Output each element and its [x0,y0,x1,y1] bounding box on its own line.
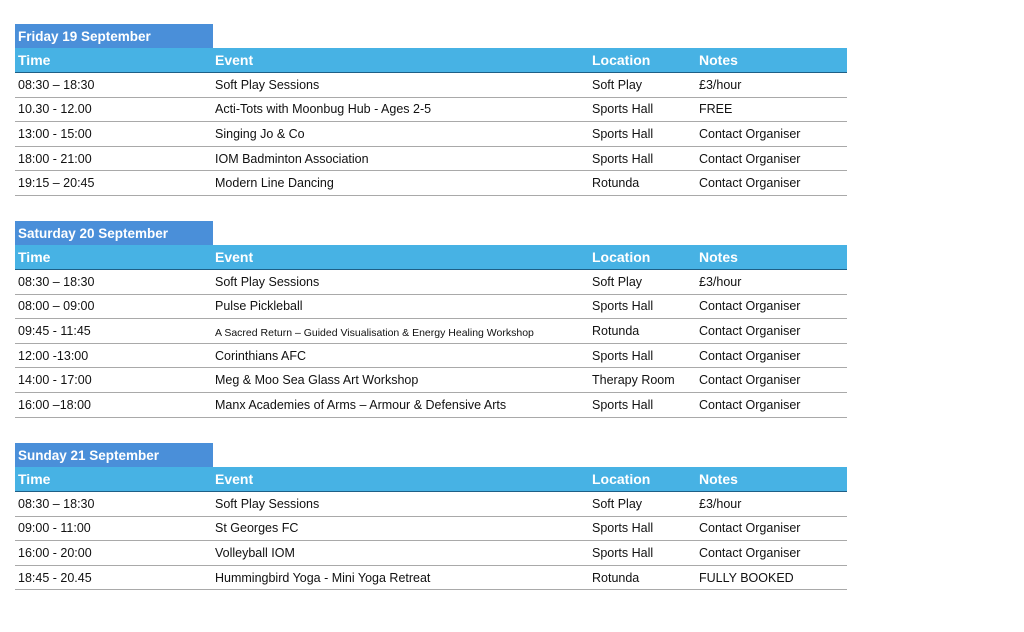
column-header-notes: Notes [699,471,738,487]
table-row [15,147,847,172]
cell-location: Sports Hall [592,299,654,314]
cell-notes: Contact Organiser [699,373,801,388]
cell-time: 08:30 – 18:30 [18,496,95,511]
table-row [15,171,847,196]
day-title: Sunday 21 September [15,443,213,467]
cell-location: Soft Play [592,496,643,511]
table-row [15,541,847,566]
cell-location: Therapy Room [592,373,675,388]
cell-time: 13:00 - 15:00 [18,126,92,141]
column-header-notes: Notes [699,52,738,68]
cell-event: Hummingbird Yoga - Mini Yoga Retreat [215,570,431,585]
table-row [15,73,847,98]
table-row [15,344,847,369]
cell-notes: £3/hour [699,274,742,289]
cell-event: Meg & Moo Sea Glass Art Workshop [215,373,419,388]
table-header [15,245,847,270]
cell-time: 14:00 - 17:00 [18,373,92,388]
table-row [15,368,847,393]
table-row [15,393,847,418]
cell-event: IOM Badminton Association [215,151,369,166]
cell-location: Rotunda [592,176,640,191]
column-header-time: Time [18,471,51,487]
cell-event: A Sacred Return – Guided Visualisation & Energy Healing Workshop [215,326,534,339]
cell-notes: Contact Organiser [699,397,801,412]
cell-time: 08:00 – 09:00 [18,299,95,314]
cell-time: 16:00 –18:00 [18,397,91,412]
cell-location: Soft Play [592,77,643,92]
cell-notes: FREE [699,102,733,117]
cell-time: 09:00 - 11:00 [18,521,91,536]
cell-location: Soft Play [592,274,643,289]
cell-time: 08:30 – 18:30 [18,77,95,92]
column-header-location: Location [592,471,651,487]
cell-notes: £3/hour [699,77,742,92]
cell-event: Volleyball IOM [215,545,295,560]
column-header-event: Event [215,249,254,265]
cell-event: Acti-Tots with Moonbug Hub - Ages 2-5 [215,102,432,117]
cell-notes: Contact Organiser [699,348,801,363]
cell-location: Sports Hall [592,545,654,560]
day-title: Friday 19 September [15,24,213,48]
cell-notes: Contact Organiser [699,126,801,141]
column-header-event: Event [215,471,254,487]
table-header [15,48,847,73]
cell-event: Singing Jo & Co [215,126,305,141]
cell-event: Manx Academies of Arms – Armour & Defensive Arts [215,397,507,412]
cell-time: 18:45 - 20.45 [18,570,92,585]
cell-time: 12:00 -13:00 [18,348,89,363]
cell-event: Modern Line Dancing [215,176,334,191]
day-section [15,24,847,196]
table-row [15,566,847,591]
table-row [15,270,847,295]
column-header-event: Event [215,52,254,68]
cell-time: 10.30 - 12.00 [18,102,92,117]
cell-location: Rotunda [592,323,640,338]
day-section [15,221,847,418]
cell-event: Soft Play Sessions [215,496,320,511]
column-header-time: Time [18,52,51,68]
cell-event: Soft Play Sessions [215,274,320,289]
table-row [15,492,847,517]
cell-location: Sports Hall [592,397,654,412]
cell-event: Corinthians AFC [215,348,307,363]
table-header [15,467,847,492]
cell-notes: Contact Organiser [699,521,801,536]
cell-notes: Contact Organiser [699,323,801,338]
cell-event: St Georges FC [215,521,299,536]
table-row [15,122,847,147]
column-header-notes: Notes [699,249,738,265]
cell-notes: Contact Organiser [699,545,801,560]
cell-location: Rotunda [592,570,640,585]
cell-time: 18:00 - 21:00 [18,151,92,166]
cell-notes: Contact Organiser [699,299,801,314]
table-row [15,98,847,123]
cell-location: Sports Hall [592,126,654,141]
cell-time: 09:45 - 11:45 [18,323,91,338]
table-row [15,295,847,320]
column-header-time: Time [18,249,51,265]
cell-notes: Contact Organiser [699,176,801,191]
cell-notes: Contact Organiser [699,151,801,166]
cell-time: 16:00 - 20:00 [18,545,92,560]
column-header-location: Location [592,249,651,265]
cell-location: Sports Hall [592,151,654,166]
table-row [15,517,847,542]
cell-event: Pulse Pickleball [215,299,303,314]
day-section [15,443,847,590]
column-header-location: Location [592,52,651,68]
cell-location: Sports Hall [592,521,654,536]
cell-time: 08:30 – 18:30 [18,274,95,289]
table-row [15,319,847,344]
cell-event: Soft Play Sessions [215,77,320,92]
day-title: Saturday 20 September [15,221,213,245]
cell-location: Sports Hall [592,348,654,363]
cell-notes: FULLY BOOKED [699,570,794,585]
cell-notes: £3/hour [699,496,742,511]
cell-time: 19:15 – 20:45 [18,176,95,191]
cell-location: Sports Hall [592,102,654,117]
